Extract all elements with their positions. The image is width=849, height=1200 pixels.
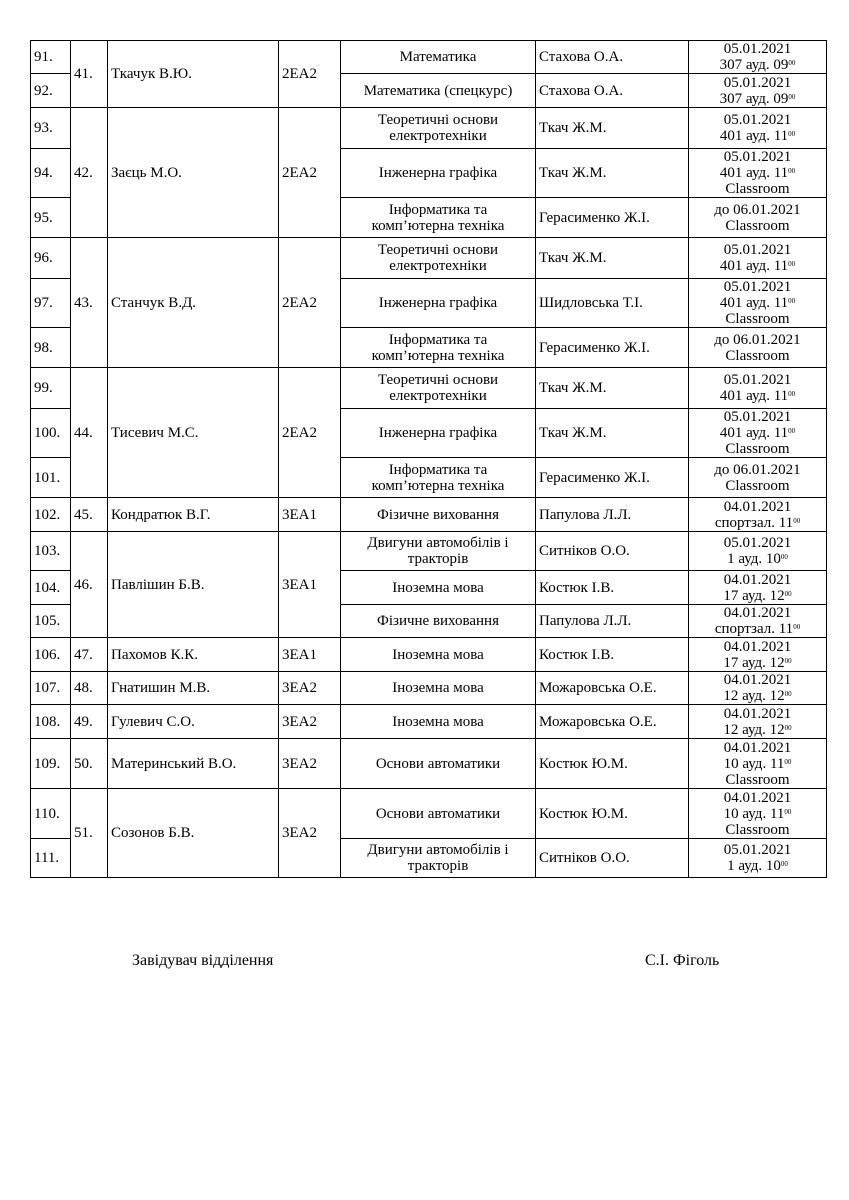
group-code: 3ЕА2 xyxy=(279,672,341,705)
schedule-line xyxy=(692,112,823,128)
schedule-line xyxy=(692,332,823,348)
schedule-text: 04.01.2021 xyxy=(723,498,792,515)
subject-cell xyxy=(341,198,536,238)
subject-line: Інженерна графіка xyxy=(378,295,498,311)
teacher-name: Герасименко Ж.І. xyxy=(536,458,689,498)
table-row xyxy=(31,238,827,279)
schedule-line xyxy=(692,202,823,218)
time-minutes: 00 xyxy=(788,130,796,138)
student-name: Ткачук В.Ю. xyxy=(108,41,279,108)
student-name: Созонов Б.В. xyxy=(108,789,279,878)
schedule-text: Classroom xyxy=(725,181,790,197)
schedule-text: 04.01.2021 xyxy=(723,638,792,655)
teacher-name: Герасименко Ж.І. xyxy=(536,198,689,238)
schedule-line xyxy=(692,772,823,788)
table-row xyxy=(31,789,827,839)
table-row xyxy=(31,532,827,571)
table-row xyxy=(31,739,827,789)
time-minutes: 00 xyxy=(793,623,801,631)
subject-cell xyxy=(341,839,536,878)
subject-line: Математика (спецкурс) xyxy=(363,82,513,99)
subject-line: тракторів xyxy=(407,858,469,874)
teacher-name: Костюк Ю.М. xyxy=(536,789,689,839)
teacher-name: Можаровська О.Е. xyxy=(536,705,689,739)
schedule-text: Classroom xyxy=(725,441,790,457)
student-number: 46. xyxy=(71,532,108,638)
schedule-text: 05.01.2021 xyxy=(723,41,792,57)
group-code: 3ЕА2 xyxy=(279,789,341,878)
subject-line: Теоретичні основи xyxy=(377,112,499,128)
teacher-name: Костюк Ю.М. xyxy=(536,739,689,789)
schedule-text: 17 ауд. 12 xyxy=(723,587,785,604)
schedule-line xyxy=(692,181,823,197)
schedule-line xyxy=(692,295,823,311)
schedule-text: 307 ауд. 09 xyxy=(719,90,789,107)
schedule-text: 10 ауд. 11 xyxy=(723,755,785,772)
student-name: Тисевич М.С. xyxy=(108,368,279,498)
schedule-text: 04.01.2021 xyxy=(723,739,792,756)
date-location-cell xyxy=(689,532,827,571)
schedule-text: до 06.01.2021 xyxy=(714,201,801,218)
row-number: 105. xyxy=(31,605,71,638)
teacher-name: Папулова Л.Л. xyxy=(536,605,689,638)
teacher-name: Ткач Ж.М. xyxy=(536,368,689,409)
subject-line: Фізичне виховання xyxy=(377,613,499,629)
subject-line: Теоретичні основи xyxy=(377,242,499,258)
row-number: 99. xyxy=(31,368,71,409)
schedule-text: Classroom xyxy=(725,821,790,838)
row-number: 111. xyxy=(31,839,71,878)
date-location-cell xyxy=(689,705,827,739)
teacher-name: Ткач Ж.М. xyxy=(536,108,689,149)
table-row xyxy=(31,705,827,739)
schedule-text: 401 ауд. 11 xyxy=(719,128,789,144)
schedule-line xyxy=(692,806,823,822)
date-location-cell xyxy=(689,108,827,149)
teacher-name: Герасименко Ж.І. xyxy=(536,328,689,368)
subject-cell xyxy=(341,368,536,409)
time-minutes: 00 xyxy=(784,656,792,665)
subject-cell xyxy=(341,458,536,498)
student-name: Кондратюк В.Г. xyxy=(108,498,279,532)
schedule-text: 1 ауд. 10 xyxy=(727,551,781,567)
schedule-line xyxy=(692,478,823,494)
schedule-text: 05.01.2021 xyxy=(723,842,792,858)
schedule-text: Classroom xyxy=(725,771,790,788)
schedule-line xyxy=(692,822,823,838)
subject-cell xyxy=(341,789,536,839)
schedule-text: 05.01.2021 xyxy=(723,279,792,295)
schedule-text: 05.01.2021 xyxy=(723,112,792,128)
schedule-text: 12 ауд. 12 xyxy=(723,721,785,738)
subject-line: тракторів xyxy=(407,551,469,567)
exam-schedule-table xyxy=(30,40,827,878)
schedule-text: 17 ауд. 12 xyxy=(723,654,785,671)
date-location-cell xyxy=(689,41,827,74)
schedule-text: 05.01.2021 xyxy=(723,74,792,91)
teacher-name: Можаровська О.Е. xyxy=(536,672,689,705)
schedule-line xyxy=(692,149,823,165)
schedule-line xyxy=(692,409,823,425)
teacher-name: Ткач Ж.М. xyxy=(536,409,689,458)
row-number: 110. xyxy=(31,789,71,839)
subject-line: Іноземна мова xyxy=(392,713,484,730)
schedule-text: 05.01.2021 xyxy=(723,535,792,551)
schedule-line xyxy=(692,462,823,478)
group-code: 3ЕА1 xyxy=(279,532,341,638)
subject-cell xyxy=(341,605,536,638)
row-number: 94. xyxy=(31,149,71,198)
subject-line: електротехніки xyxy=(389,258,487,274)
student-name: Станчук В.Д. xyxy=(108,238,279,368)
student-number: 44. xyxy=(71,368,108,498)
student-name: Гнатишин М.В. xyxy=(108,672,279,705)
subject-line: комп’ютерна техніка xyxy=(371,217,505,234)
row-number: 92. xyxy=(31,74,71,108)
schedule-line xyxy=(692,551,823,567)
student-number: 51. xyxy=(71,789,108,878)
date-location-cell xyxy=(689,368,827,409)
time-minutes: 00 xyxy=(784,757,792,766)
student-number: 41. xyxy=(71,41,108,108)
schedule-line xyxy=(692,348,823,364)
schedule-line xyxy=(692,740,823,756)
subject-line: електротехніки xyxy=(389,388,487,404)
date-location-cell xyxy=(689,498,827,532)
schedule-line xyxy=(692,41,823,57)
schedule-text: 401 ауд. 11 xyxy=(719,295,789,311)
schedule-line xyxy=(692,605,823,621)
subject-line: Інженерна графіка xyxy=(378,425,498,441)
schedule-text: до 06.01.2021 xyxy=(714,331,801,348)
table-row xyxy=(31,498,827,532)
row-number: 108. xyxy=(31,705,71,739)
schedule-line xyxy=(692,218,823,234)
subject-cell xyxy=(341,328,536,368)
subject-line: комп’ютерна техніка xyxy=(371,347,505,364)
schedule-line xyxy=(692,688,823,704)
teacher-name: Шидловська Т.І. xyxy=(536,279,689,328)
row-number: 107. xyxy=(31,672,71,705)
schedule-text: до 06.01.2021 xyxy=(714,461,801,478)
student-number: 47. xyxy=(71,638,108,672)
schedule-text: 10 ауд. 11 xyxy=(723,805,785,822)
subject-line: Основи автоматики xyxy=(375,805,501,822)
schedule-line xyxy=(692,639,823,655)
time-minutes: 00 xyxy=(784,723,792,732)
group-code: 2ЕА2 xyxy=(279,368,341,498)
schedule-line xyxy=(692,572,823,588)
subject-cell xyxy=(341,705,536,739)
student-number: 42. xyxy=(71,108,108,238)
row-number: 96. xyxy=(31,238,71,279)
subject-line: Інформатика та xyxy=(388,331,488,348)
schedule-line xyxy=(692,515,823,531)
time-minutes: 00 xyxy=(788,260,796,268)
schedule-line xyxy=(692,588,823,604)
row-number: 93. xyxy=(31,108,71,149)
schedule-text: 05.01.2021 xyxy=(723,242,792,258)
subject-line: Іноземна мова xyxy=(392,579,484,596)
row-number: 106. xyxy=(31,638,71,672)
subject-line: Математика xyxy=(399,49,477,65)
schedule-text: 04.01.2021 xyxy=(723,789,792,806)
schedule-line xyxy=(692,75,823,91)
student-number: 43. xyxy=(71,238,108,368)
signature-name: С.І. Фіголь xyxy=(645,952,720,969)
row-number: 102. xyxy=(31,498,71,532)
subject-line: Іноземна мова xyxy=(392,680,484,696)
schedule-text: спортзал. 11 xyxy=(714,621,794,637)
schedule-text: Classroom xyxy=(725,347,790,364)
group-code: 2ЕА2 xyxy=(279,238,341,368)
date-location-cell xyxy=(689,638,827,672)
subject-line: Фізичне виховання xyxy=(377,506,499,523)
schedule-text: 12 ауд. 12 xyxy=(723,688,785,704)
schedule-line xyxy=(692,311,823,327)
row-number: 103. xyxy=(31,532,71,571)
student-number: 50. xyxy=(71,739,108,789)
table-row xyxy=(31,108,827,149)
schedule-line xyxy=(692,722,823,738)
row-number: 97. xyxy=(31,279,71,328)
schedule-text: спортзал. 11 xyxy=(714,514,794,531)
student-name: Заєць М.О. xyxy=(108,108,279,238)
student-name: Павлішин Б.В. xyxy=(108,532,279,638)
schedule-line xyxy=(692,91,823,107)
schedule-line xyxy=(692,242,823,258)
schedule-text: 05.01.2021 xyxy=(723,372,792,388)
date-location-cell xyxy=(689,238,827,279)
time-minutes: 00 xyxy=(788,92,796,101)
schedule-text: 04.01.2021 xyxy=(723,705,792,722)
schedule-text: 04.01.2021 xyxy=(723,605,792,621)
schedule-line xyxy=(692,842,823,858)
time-minutes: 00 xyxy=(793,516,801,525)
schedule-line xyxy=(692,535,823,551)
subject-line: Двигуни автомобілів і xyxy=(367,535,509,551)
date-location-cell xyxy=(689,571,827,605)
row-number: 98. xyxy=(31,328,71,368)
teacher-name: Стахова О.А. xyxy=(536,41,689,74)
schedule-line xyxy=(692,372,823,388)
schedule-body xyxy=(31,41,827,878)
time-minutes: 00 xyxy=(788,59,796,67)
subject-line: комп’ютерна техніка xyxy=(371,477,505,494)
date-location-cell xyxy=(689,458,827,498)
subject-cell xyxy=(341,672,536,705)
teacher-name: Папулова Л.Л. xyxy=(536,498,689,532)
teacher-name: Костюк І.В. xyxy=(536,638,689,672)
subject-cell xyxy=(341,532,536,571)
time-minutes: 00 xyxy=(788,297,796,305)
schedule-line xyxy=(692,165,823,181)
teacher-name: Ситніков О.О. xyxy=(536,532,689,571)
group-code: 3ЕА1 xyxy=(279,498,341,532)
schedule-text: 04.01.2021 xyxy=(723,571,792,588)
time-minutes: 00 xyxy=(784,589,792,598)
time-minutes: 00 xyxy=(780,553,788,561)
schedule-line xyxy=(692,441,823,457)
row-number: 91. xyxy=(31,41,71,74)
group-code: 3ЕА2 xyxy=(279,739,341,789)
schedule-line xyxy=(692,672,823,688)
group-code: 2ЕА2 xyxy=(279,41,341,108)
schedule-text: 401 ауд. 11 xyxy=(719,388,789,404)
teacher-name: Костюк І.В. xyxy=(536,571,689,605)
schedule-text: 401 ауд. 11 xyxy=(719,258,789,274)
schedule-line xyxy=(692,756,823,772)
time-minutes: 00 xyxy=(784,690,792,698)
schedule-text: 05.01.2021 xyxy=(723,149,792,165)
date-location-cell xyxy=(689,672,827,705)
schedule-text: 1 ауд. 10 xyxy=(727,858,781,874)
schedule-line xyxy=(692,655,823,671)
schedule-text: 401 ауд. 11 xyxy=(719,165,789,181)
row-number: 100. xyxy=(31,409,71,458)
row-number: 104. xyxy=(31,571,71,605)
table-row xyxy=(31,368,827,409)
subject-line: Іноземна мова xyxy=(392,646,484,663)
schedule-line xyxy=(692,425,823,441)
date-location-cell xyxy=(689,198,827,238)
group-code: 3ЕА1 xyxy=(279,638,341,672)
schedule-text: Classroom xyxy=(725,477,790,494)
time-minutes: 00 xyxy=(784,807,792,816)
subject-line: Інженерна графіка xyxy=(378,165,498,181)
subject-line: електротехніки xyxy=(389,128,487,144)
schedule-text: 04.01.2021 xyxy=(723,672,792,688)
student-name: Пахомов К.К. xyxy=(108,638,279,672)
date-location-cell xyxy=(689,328,827,368)
teacher-name: Ткач Ж.М. xyxy=(536,238,689,279)
signature-position: Завідувач відділення xyxy=(132,952,274,969)
schedule-line xyxy=(692,258,823,274)
schedule-line xyxy=(692,57,823,73)
date-location-cell xyxy=(689,279,827,328)
row-number: 95. xyxy=(31,198,71,238)
row-number: 101. xyxy=(31,458,71,498)
schedule-line xyxy=(692,279,823,295)
table-row xyxy=(31,672,827,705)
subject-cell xyxy=(341,739,536,789)
schedule-text: 307 ауд. 09 xyxy=(719,57,789,73)
student-number: 45. xyxy=(71,498,108,532)
subject-line: Основи автоматики xyxy=(375,755,501,772)
student-name: Материнський В.О. xyxy=(108,739,279,789)
schedule-text: Classroom xyxy=(725,217,790,234)
subject-cell xyxy=(341,498,536,532)
group-code: 2ЕА2 xyxy=(279,108,341,238)
subject-cell xyxy=(341,74,536,108)
subject-cell xyxy=(341,638,536,672)
subject-cell xyxy=(341,108,536,149)
time-minutes: 00 xyxy=(788,390,796,398)
subject-line: Інформатика та xyxy=(388,201,488,218)
teacher-name: Ситніков О.О. xyxy=(536,839,689,878)
schedule-text: 401 ауд. 11 xyxy=(719,425,789,441)
schedule-line xyxy=(692,128,823,144)
date-location-cell xyxy=(689,605,827,638)
subject-cell xyxy=(341,409,536,458)
date-location-cell xyxy=(689,789,827,839)
schedule-line xyxy=(692,858,823,874)
subject-cell xyxy=(341,279,536,328)
subject-cell xyxy=(341,571,536,605)
subject-line: Теоретичні основи xyxy=(377,372,499,388)
time-minutes: 00 xyxy=(780,860,788,868)
date-location-cell xyxy=(689,839,827,878)
subject-cell xyxy=(341,41,536,74)
teacher-name: Стахова О.А. xyxy=(536,74,689,108)
time-minutes: 00 xyxy=(788,427,796,435)
table-row xyxy=(31,41,827,74)
row-number: 109. xyxy=(31,739,71,789)
date-location-cell xyxy=(689,739,827,789)
schedule-text: 05.01.2021 xyxy=(723,409,792,425)
table-row xyxy=(31,638,827,672)
subject-cell xyxy=(341,149,536,198)
student-name: Гулевич С.О. xyxy=(108,705,279,739)
teacher-name: Ткач Ж.М. xyxy=(536,149,689,198)
schedule-line xyxy=(692,621,823,637)
group-code: 3ЕА2 xyxy=(279,705,341,739)
subject-line: Інформатика та xyxy=(388,461,488,478)
schedule-line xyxy=(692,790,823,806)
date-location-cell xyxy=(689,149,827,198)
student-number: 49. xyxy=(71,705,108,739)
schedule-text: Classroom xyxy=(725,311,790,327)
time-minutes: 00 xyxy=(788,167,796,175)
subject-cell xyxy=(341,238,536,279)
schedule-line xyxy=(692,388,823,404)
student-number: 48. xyxy=(71,672,108,705)
date-location-cell xyxy=(689,409,827,458)
schedule-line xyxy=(692,499,823,515)
subject-line: Двигуни автомобілів і xyxy=(367,842,509,858)
date-location-cell xyxy=(689,74,827,108)
schedule-line xyxy=(692,706,823,722)
